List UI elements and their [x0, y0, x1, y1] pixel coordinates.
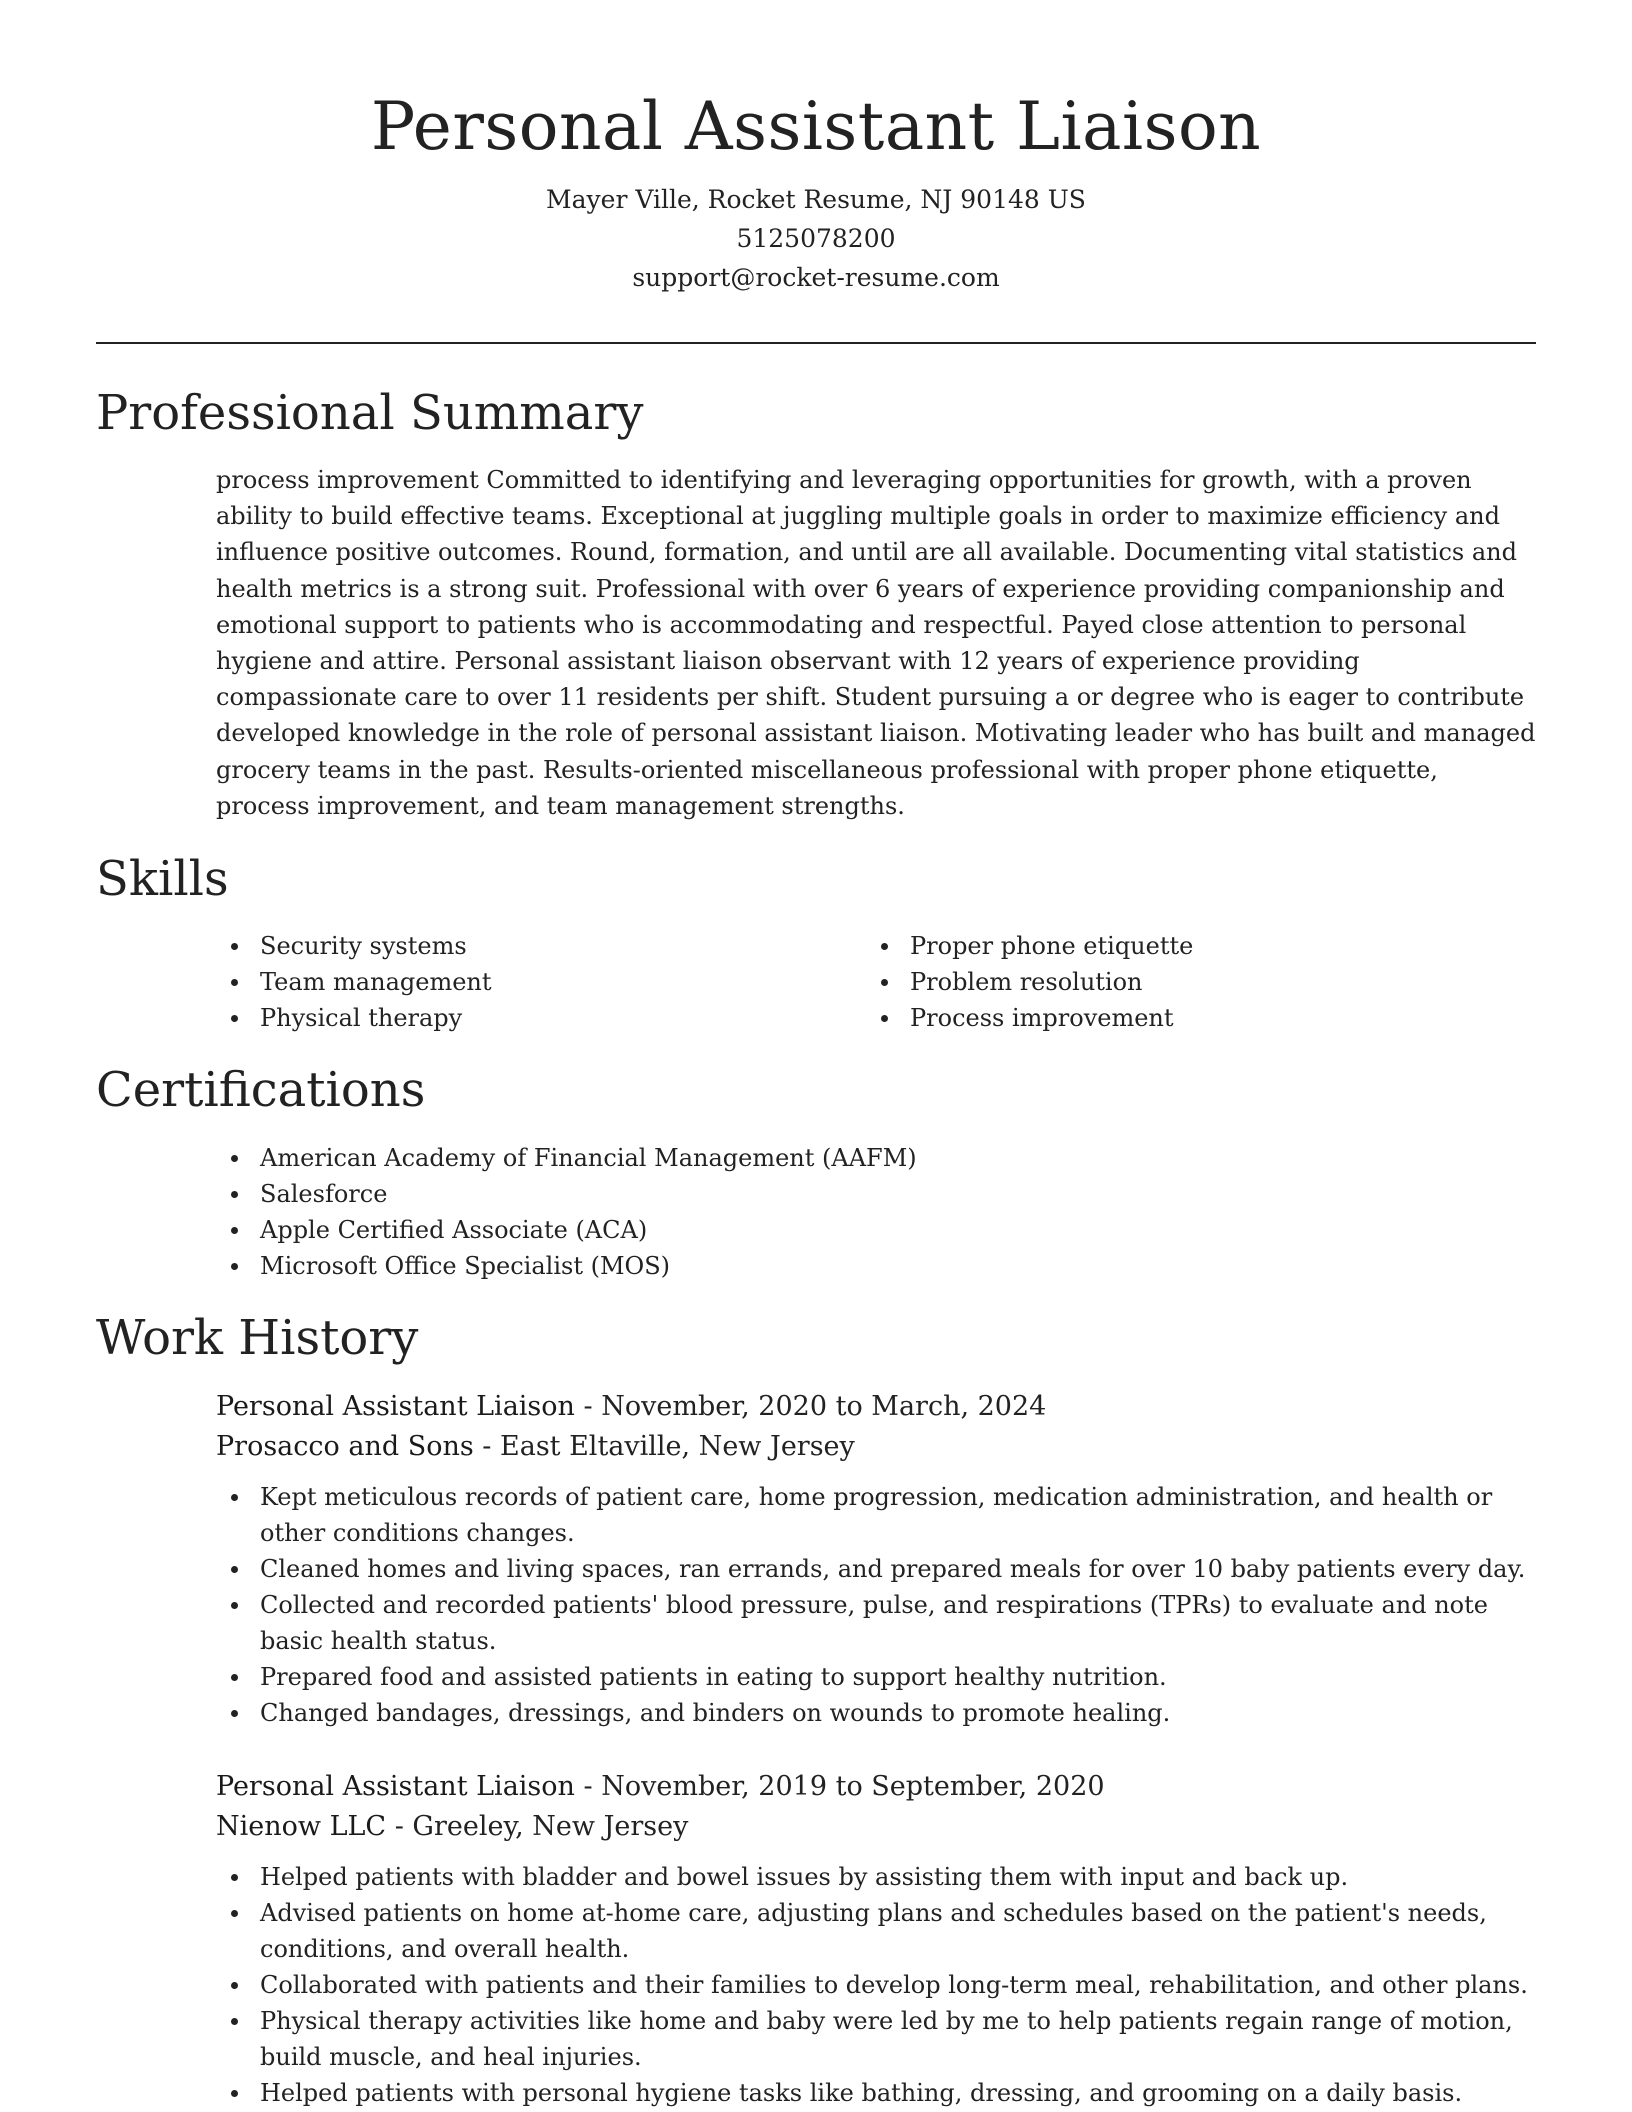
- company-name: Prosacco and Sons: [216, 1431, 474, 1462]
- skills-heading: Skills: [96, 851, 229, 907]
- job-dates: - November, 2019 to September, 2020: [574, 1771, 1105, 1802]
- job-duty: Advised patients on home at-home care, adjusting plans and schedules based on the patient's needs, conditions, and overall health.: [216, 1895, 1546, 1967]
- skills-list-right: [866, 928, 1536, 1036]
- skill-item: Problem resolution: [866, 964, 1536, 1000]
- job-duty: Collaborated with patients and their families to develop long-term meal, rehabilitation, and other plans.: [216, 1967, 1546, 2003]
- candidate-name: Personal Assistant Liaison: [370, 88, 1262, 165]
- job-title: Personal Assistant Liaison: [216, 1771, 575, 1802]
- job-entry: [216, 1387, 1546, 1731]
- job-duty: Physical therapy activities like home and baby were led by me to help patients regain range of motion, build muscle, and heal injuries.: [216, 2003, 1546, 2075]
- certification-item: Apple Certified Associate (ACA): [216, 1212, 1536, 1248]
- job-location: - East Eltaville, New Jersey: [473, 1431, 855, 1462]
- phone-number: 5125078200: [736, 224, 896, 253]
- certifications-list: [216, 1140, 1536, 1284]
- company-name: Nienow LLC: [216, 1811, 387, 1842]
- job-company-line: [216, 1807, 1546, 1847]
- job-duty: Kept meticulous records of patient care, home progression, medication administration, and health or other conditions changes.: [216, 1479, 1546, 1551]
- summary-text: process improvement Committed to identifying and leveraging opportunities for growth, with a proven ability to build effective teams. Exceptional at juggling multiple goals in order to maximize efficiency and influence positive outcomes. Round, formation, and until are all available. Documenting vital statistics and health metrics is a strong suit. Professional with over 6 years of experience providing companionship and emotional support to patients who is accommodating and respectful. Payed close attention to personal hygiene and attire. Personal assistant liaison observant with 12 years of experience providing compassionate care to over 11 residents per shift. Student pursuing a or degree who is eager to contribute developed knowledge in the role of personal assistant liaison. Motivating leader who has built and managed grocery teams in the past. Results-oriented miscellaneous professional with proper phone etiquette, process improvement, and team management strengths.: [216, 466, 1536, 820]
- skill-item: Security systems: [216, 928, 816, 964]
- job-duty: Changed bandages, dressings, and binders on wounds to promote healing.: [216, 1695, 1546, 1731]
- certification-item: Microsoft Office Specialist (MOS): [216, 1248, 1536, 1284]
- job-duty: Prepared food and assisted patients in eating to support healthy nutrition.: [216, 1659, 1546, 1695]
- skill-item: Physical therapy: [216, 1000, 816, 1036]
- job-duties-list: [216, 1479, 1546, 1731]
- certifications-heading: Certifications: [96, 1062, 426, 1118]
- job-dates: - November, 2020 to March, 2024: [574, 1391, 1047, 1422]
- job-title-line: [216, 1387, 1546, 1427]
- skills-list-left: [216, 928, 816, 1036]
- job-title-line: [216, 1767, 1546, 1807]
- summary-heading: Professional Summary: [96, 385, 644, 441]
- job-title: Personal Assistant Liaison: [216, 1391, 575, 1422]
- job-duty: Collected and recorded patients' blood pressure, pulse, and respirations (TPRs) to evaluate and note basic health status.: [216, 1587, 1546, 1659]
- email-address: support@rocket-resume.com: [632, 263, 1000, 292]
- job-duty: Helped patients with bladder and bowel issues by assisting them with input and back up.: [216, 1859, 1546, 1895]
- skill-item: Team management: [216, 964, 816, 1000]
- skill-item: Process improvement: [866, 1000, 1536, 1036]
- skill-item: Proper phone etiquette: [866, 928, 1536, 964]
- resume-header: [0, 0, 1632, 297]
- job-duty: Cleaned homes and living spaces, ran errands, and prepared meals for over 10 baby patients every day.: [216, 1551, 1546, 1587]
- certification-item: Salesforce: [216, 1176, 1536, 1212]
- certification-item: American Academy of Financial Management (AAFM): [216, 1140, 1536, 1176]
- contact-info: [0, 180, 1632, 297]
- job-location: - Greeley, New Jersey: [386, 1811, 689, 1842]
- address: Mayer Ville, Rocket Resume, NJ 90148 US: [546, 185, 1086, 214]
- work-history-heading: Work History: [96, 1310, 419, 1366]
- job-duties-list: [216, 1859, 1546, 2111]
- job-entry: [216, 1767, 1546, 2111]
- job-company-line: [216, 1427, 1546, 1467]
- job-duty: Helped patients with personal hygiene tasks like bathing, dressing, and grooming on a daily basis.: [216, 2075, 1546, 2111]
- header-divider: [96, 342, 1536, 344]
